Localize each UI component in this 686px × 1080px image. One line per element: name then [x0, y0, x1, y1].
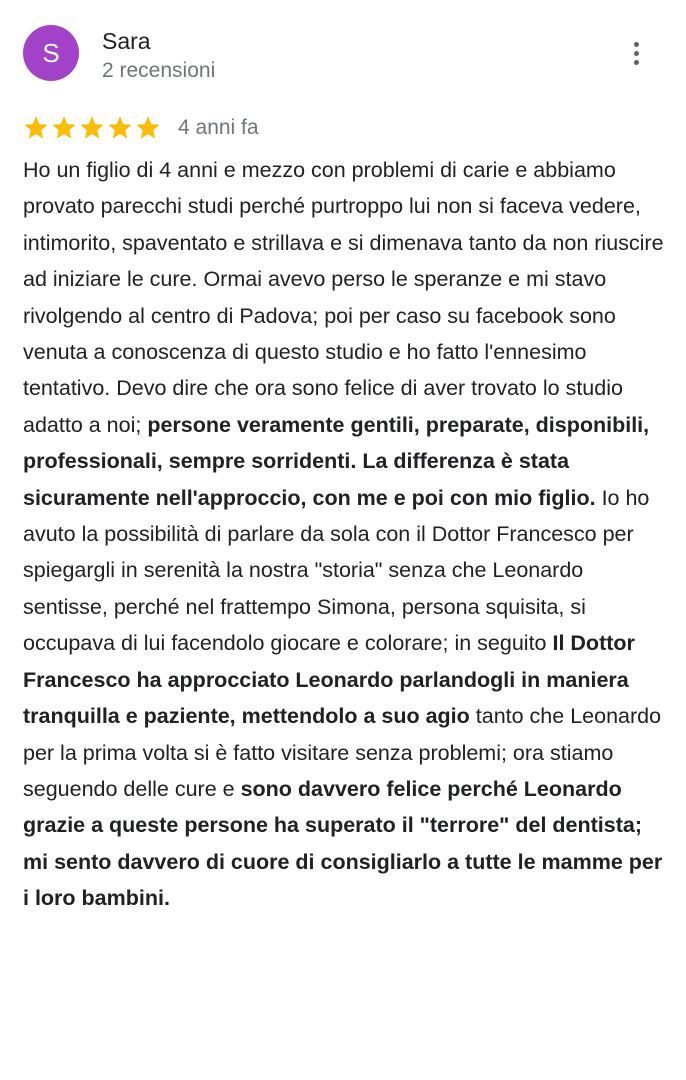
star-rating	[22, 114, 162, 142]
rating-row	[22, 110, 259, 146]
review-text-segment: tanto che Leonardo per la prima volta si è fatto visitare senza problemi; ora stiamo seguendo delle cure e	[23, 704, 662, 801]
star-icon	[78, 114, 106, 142]
star-icon	[106, 114, 134, 142]
review-text-bold-segment: persone veramente gentili, preparate, disponibili, professionali, sempre sorridenti. La differenza è stata sicuramente nell'approccio, con me e poi con mio figlio.	[23, 412, 650, 510]
star-icon	[22, 114, 50, 142]
reviewer-name[interactable]: Sara	[102, 28, 151, 54]
review-text	[23, 152, 673, 917]
review-date: 4 anni fa	[178, 116, 259, 139]
more-options-button[interactable]	[616, 34, 656, 74]
review-text-bold-segment: sono davvero felice perché Leonardo grazie a queste persone ha superato il "terrore" del dentista; mi sento davvero di cuore di consigliarlo a tutte le mamme per i loro bambini.	[23, 776, 663, 911]
review-text-segment: Ho un figlio di 4 anni e mezzo con problemi di carie e abbiamo provato parecchi studi perché purtroppo lui non si faceva vedere, intimorito, spaventato e strillava e si dimenava tanto da non riuscire ad iniziare le cure. Ormai avevo perso le speranze e mi stavo rivolgendo al centro di Padova; poi per caso su facebook sono venuta a conoscenza di questo studio e ho fatto l'ennesimo tentativo. Devo dire che ora sono felice di aver trovato lo studio adatto a noi;	[23, 158, 664, 437]
review-text-bold-segment: Il Dottor Francesco ha approcciato Leonardo parlandogli in maniera tranquilla e paziente, mettendolo a suo agio	[23, 631, 635, 729]
star-icon	[50, 114, 78, 142]
reviewer-review-count[interactable]: 2 recensioni	[102, 59, 216, 82]
star-icon	[134, 114, 162, 142]
review-text-segment: Io ho avuto la possibilità di parlare da sola con il Dottor Francesco per spiegargli in serenità la nostra "storia" senza che Leonardo sentisse, perché nel frattempo Simona, persona squisita, si occupava di lui facendolo giocare e colorare; in seguito	[23, 485, 650, 656]
avatar[interactable]: S	[23, 25, 79, 81]
